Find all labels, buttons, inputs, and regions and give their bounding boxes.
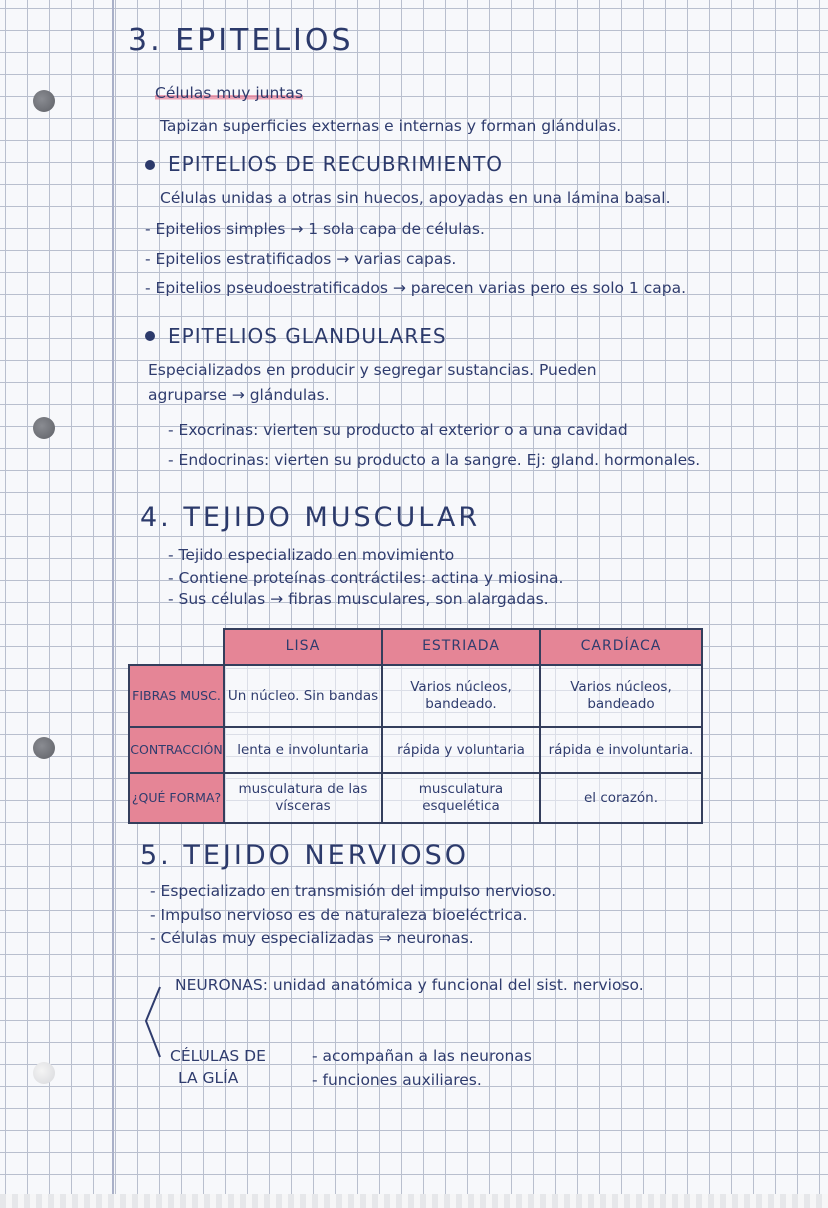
table-cell: el corazón. <box>540 773 702 823</box>
binder-hole <box>33 90 55 112</box>
note-line: - Especializado en transmisión del impulso nervioso. <box>150 882 557 900</box>
section-title-epitelios: 3. EPITELIOS <box>128 23 354 58</box>
torn-paper-edge <box>0 1194 828 1208</box>
note-line: - Impulso nervioso es de naturaleza bioeléctrica. <box>150 906 528 924</box>
note-line: - Epitelios estratificados → varias capas. <box>145 250 457 268</box>
note-line: Especializados en producir y segregar sustancias. Pueden <box>148 361 597 379</box>
note-line: Tapizan superficies externas e internas y forman glándulas. <box>160 117 622 135</box>
note-line: - Epitelios simples → 1 sola capa de células. <box>145 220 485 238</box>
note-line: - acompañan a las neuronas <box>312 1047 532 1065</box>
note-line: - Contiene proteínas contráctiles: actina y miosina. <box>168 569 564 587</box>
table-cell: lenta e involuntaria <box>224 727 382 773</box>
table-row <box>129 665 702 727</box>
note-line: - Epitelios pseudoestratificados → parecen varias pero es solo 1 capa. <box>145 279 687 297</box>
binder-hole <box>33 737 55 759</box>
muscle-comparison-table <box>128 628 703 824</box>
row-header: ¿QUÉ FORMA? <box>129 773 224 823</box>
notebook-margin-line <box>112 0 114 1208</box>
bullet-icon <box>145 160 155 170</box>
table-cell: rápida e involuntaria. <box>540 727 702 773</box>
table-cell: Varios núcleos, bandeado <box>540 665 702 727</box>
binder-hole <box>33 417 55 439</box>
subsection-title-glandulares: EPITELIOS GLANDULARES <box>168 324 447 348</box>
note-line: - Endocrinas: vierten su producto a la sangre. Ej: gland. hormonales. <box>168 451 701 469</box>
table-cell: rápida y voluntaria <box>382 727 540 773</box>
note-line: agruparse → glándulas. <box>148 386 330 404</box>
row-header: FIBRAS MUSC. <box>129 665 224 727</box>
row-header: CONTRACCIÓN <box>129 727 224 773</box>
note-line: Células muy juntas <box>155 84 303 102</box>
column-header: LISA <box>224 629 382 665</box>
note-line: NEURONAS: unidad anatómica y funcional del sist. nervioso. <box>175 976 644 994</box>
section-title-muscular: 4. TEJIDO MUSCULAR <box>140 502 481 533</box>
table-cell: musculatura esquelética <box>382 773 540 823</box>
note-line: - funciones auxiliares. <box>312 1071 482 1089</box>
binder-hole <box>33 1062 55 1084</box>
table-corner <box>129 629 224 665</box>
note-line: - Sus células → fibras musculares, son alargadas. <box>168 590 549 608</box>
table-row <box>129 727 702 773</box>
note-line: - Células muy especializadas ⇒ neuronas. <box>150 929 474 947</box>
subsection-title-recubrimiento: EPITELIOS DE RECUBRIMIENTO <box>168 152 504 176</box>
section-title-nervioso: 5. TEJIDO NERVIOSO <box>140 840 470 871</box>
bullet-icon <box>145 331 155 341</box>
note-line: - Tejido especializado en movimiento <box>168 546 455 564</box>
table-row <box>129 773 702 823</box>
table-cell: Varios núcleos, bandeado. <box>382 665 540 727</box>
table-header-row <box>129 629 702 665</box>
table-cell: musculatura de las vísceras <box>224 773 382 823</box>
column-header: ESTRIADA <box>382 629 540 665</box>
column-header: CARDÍACA <box>540 629 702 665</box>
glia-label: CÉLULAS DE <box>170 1047 266 1065</box>
note-line: - Exocrinas: vierten su producto al exterior o a una cavidad <box>168 421 628 439</box>
glia-label: LA GLÍA <box>178 1069 239 1087</box>
note-line: Células unidas a otras sin huecos, apoyadas en una lámina basal. <box>160 189 671 207</box>
table-cell: Un núcleo. Sin bandas <box>224 665 382 727</box>
